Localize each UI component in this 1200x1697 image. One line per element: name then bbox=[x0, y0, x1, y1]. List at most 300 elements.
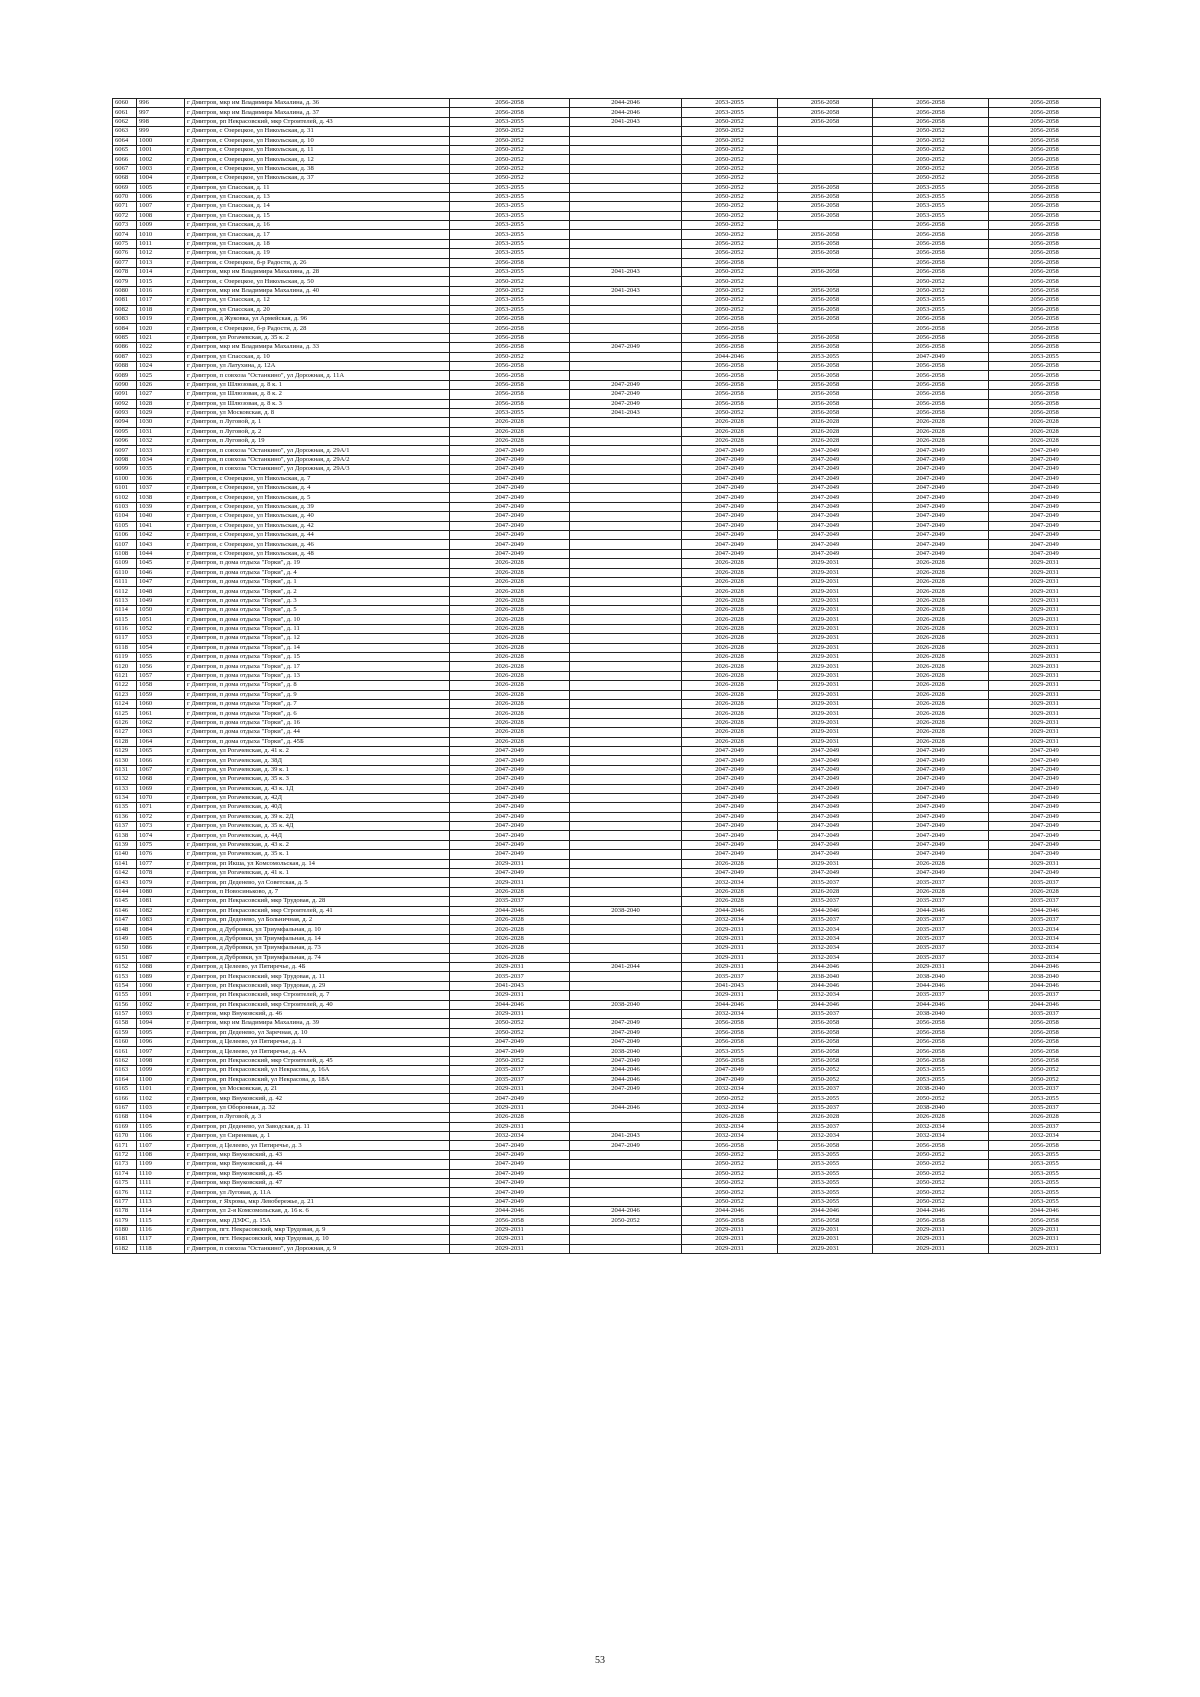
address-cell: г Дмитров, мкр Внуковский, д. 47 bbox=[185, 1178, 450, 1187]
item-number-cell: 1094 bbox=[137, 1019, 185, 1028]
period-cell: 2050-2052 bbox=[682, 174, 778, 183]
period-cell bbox=[570, 700, 682, 709]
item-number-cell: 1018 bbox=[137, 305, 185, 314]
period-cell: 2029-2031 bbox=[989, 577, 1101, 586]
period-cell: 2029-2031 bbox=[682, 944, 778, 953]
row-number-cell: 6100 bbox=[113, 474, 137, 483]
address-cell: г Дмитров, пгт. Некрасовский, мкр Трудовая, д. 9 bbox=[185, 1225, 450, 1234]
period-cell: 2047-2049 bbox=[682, 493, 778, 502]
period-cell: 2032-2034 bbox=[989, 934, 1101, 943]
row-number-cell: 6171 bbox=[113, 1141, 137, 1150]
row-number-cell: 6131 bbox=[113, 765, 137, 774]
row-number-cell: 6157 bbox=[113, 1009, 137, 1018]
period-cell: 2041-2043 bbox=[570, 286, 682, 295]
period-cell: 2044-2046 bbox=[570, 1207, 682, 1216]
period-cell: 2056-2058 bbox=[989, 127, 1101, 136]
row-number-cell: 6120 bbox=[113, 662, 137, 671]
address-cell: г Дмитров, с Озерецкое, ул Никольская, д. 48 bbox=[185, 549, 450, 558]
row-number-cell: 6127 bbox=[113, 728, 137, 737]
period-cell: 2035-2037 bbox=[450, 897, 570, 906]
period-cell bbox=[778, 324, 873, 333]
period-cell: 2026-2028 bbox=[682, 709, 778, 718]
table-row bbox=[113, 1019, 1101, 1028]
period-cell: 2035-2037 bbox=[989, 1122, 1101, 1131]
item-number-cell: 1009 bbox=[137, 221, 185, 230]
period-cell bbox=[570, 324, 682, 333]
period-cell bbox=[570, 352, 682, 361]
period-cell: 2053-2055 bbox=[778, 1197, 873, 1206]
row-number-cell: 6148 bbox=[113, 925, 137, 934]
period-cell: 2029-2031 bbox=[450, 878, 570, 887]
row-number-cell: 6173 bbox=[113, 1160, 137, 1169]
table-row bbox=[113, 634, 1101, 643]
row-number-cell: 6073 bbox=[113, 221, 137, 230]
period-cell bbox=[778, 127, 873, 136]
period-cell: 2047-2049 bbox=[450, 1197, 570, 1206]
period-cell: 2050-2052 bbox=[873, 286, 989, 295]
period-cell: 2050-2052 bbox=[682, 211, 778, 220]
address-cell: г Дмитров, ул Спасская, д. 19 bbox=[185, 249, 450, 258]
period-cell: 2056-2052 bbox=[682, 239, 778, 248]
address-cell: г Дмитров, ул Спасская, д. 17 bbox=[185, 230, 450, 239]
period-cell: 2029-2031 bbox=[989, 681, 1101, 690]
address-cell: г Дмитров, ул Рогачевская, д. 39 к. 2Д bbox=[185, 812, 450, 821]
address-cell: г Дмитров, мкр ДЗФС, д. 15А bbox=[185, 1216, 450, 1225]
period-cell: 2056-2058 bbox=[989, 333, 1101, 342]
period-cell: 2026-2028 bbox=[682, 596, 778, 605]
period-cell: 2047-2049 bbox=[989, 549, 1101, 558]
period-cell: 2050-2052 bbox=[873, 1150, 989, 1159]
table-row bbox=[113, 99, 1101, 108]
table-row bbox=[113, 803, 1101, 812]
period-cell: 2026-2028 bbox=[450, 700, 570, 709]
period-cell: 2047-2049 bbox=[989, 474, 1101, 483]
table-row bbox=[113, 108, 1101, 117]
period-cell: 2050-2052 bbox=[450, 1019, 570, 1028]
period-cell: 2026-2028 bbox=[873, 568, 989, 577]
period-cell: 2026-2028 bbox=[873, 718, 989, 727]
row-number-cell: 6081 bbox=[113, 296, 137, 305]
period-cell: 2056-2058 bbox=[778, 305, 873, 314]
table-row bbox=[113, 1028, 1101, 1037]
table-row bbox=[113, 296, 1101, 305]
address-cell: г Дмитров, с Озерецкое, ул Никольская, д. 5 bbox=[185, 493, 450, 502]
period-cell: 2047-2049 bbox=[778, 850, 873, 859]
period-cell: 2032-2034 bbox=[989, 953, 1101, 962]
period-cell: 2026-2028 bbox=[873, 643, 989, 652]
table-row bbox=[113, 530, 1101, 539]
table-row bbox=[113, 577, 1101, 586]
period-cell bbox=[570, 925, 682, 934]
period-cell bbox=[570, 437, 682, 446]
period-cell: 2056-2058 bbox=[989, 211, 1101, 220]
row-number-cell: 6094 bbox=[113, 418, 137, 427]
address-cell: г Дмитров, д Целеево, ул Пятиречье, д. 4А bbox=[185, 1047, 450, 1056]
period-cell: 2056-2058 bbox=[989, 408, 1101, 417]
period-cell: 2047-2049 bbox=[989, 765, 1101, 774]
period-cell: 2047-2049 bbox=[450, 831, 570, 840]
period-cell: 2056-2058 bbox=[989, 1047, 1101, 1056]
address-cell: г Дмитров, п дома отдыха "Горки", д. 11 bbox=[185, 624, 450, 633]
period-cell: 2044-2046 bbox=[873, 906, 989, 915]
period-cell: 2047-2049 bbox=[450, 869, 570, 878]
item-number-cell: 1058 bbox=[137, 681, 185, 690]
period-cell: 2035-2037 bbox=[778, 897, 873, 906]
table-row bbox=[113, 746, 1101, 755]
row-number-cell: 6121 bbox=[113, 671, 137, 680]
row-number-cell: 6068 bbox=[113, 174, 137, 183]
period-cell bbox=[778, 155, 873, 164]
period-cell: 2047-2049 bbox=[450, 840, 570, 849]
period-cell: 2047-2049 bbox=[682, 803, 778, 812]
period-cell: 2056-2058 bbox=[450, 333, 570, 342]
address-cell: г Дмитров, п Луговой, д. 2 bbox=[185, 427, 450, 436]
table-row bbox=[113, 136, 1101, 145]
period-cell: 2035-2037 bbox=[873, 991, 989, 1000]
period-cell: 2047-2049 bbox=[450, 803, 570, 812]
address-cell: г Дмитров, д Целеево, ул Пятиречье, д. 3 bbox=[185, 1141, 450, 1150]
period-cell: 2056-2058 bbox=[989, 390, 1101, 399]
row-number-cell: 6076 bbox=[113, 249, 137, 258]
period-cell: 2053-2055 bbox=[450, 296, 570, 305]
item-number-cell: 1116 bbox=[137, 1225, 185, 1234]
period-cell bbox=[570, 803, 682, 812]
period-cell bbox=[570, 239, 682, 248]
period-cell bbox=[570, 915, 682, 924]
period-cell: 2056-2058 bbox=[682, 1038, 778, 1047]
row-number-cell: 6176 bbox=[113, 1188, 137, 1197]
period-cell: 2047-2049 bbox=[989, 840, 1101, 849]
period-cell: 2056-2058 bbox=[682, 1216, 778, 1225]
address-cell: г Дмитров, с Озерецкое, ул Никольская, д. 46 bbox=[185, 540, 450, 549]
address-cell: г Дмитров, рп Некрасовский, мкр Строителей, д. 40 bbox=[185, 1000, 450, 1009]
address-cell: г Дмитров, п дома отдыха "Горки", д. 17 bbox=[185, 662, 450, 671]
item-number-cell: 1100 bbox=[137, 1075, 185, 1084]
period-cell: 2050-2052 bbox=[778, 1066, 873, 1075]
period-cell: 2047-2049 bbox=[989, 493, 1101, 502]
period-cell: 2047-2049 bbox=[450, 1188, 570, 1197]
period-cell: 2056-2058 bbox=[778, 399, 873, 408]
row-number-cell: 6141 bbox=[113, 859, 137, 868]
item-number-cell: 1107 bbox=[137, 1141, 185, 1150]
item-number-cell: 996 bbox=[137, 99, 185, 108]
address-cell: г Дмитров, рп Некрасовский, мкр Трудовая, д. 28 bbox=[185, 897, 450, 906]
table-row bbox=[113, 662, 1101, 671]
period-cell: 2026-2028 bbox=[450, 925, 570, 934]
period-cell: 2053-2055 bbox=[450, 183, 570, 192]
item-number-cell: 1029 bbox=[137, 408, 185, 417]
row-number-cell: 6150 bbox=[113, 944, 137, 953]
row-number-cell: 6146 bbox=[113, 906, 137, 915]
period-cell: 2047-2049 bbox=[778, 455, 873, 464]
period-cell: 2056-2058 bbox=[873, 333, 989, 342]
period-cell: 2056-2058 bbox=[989, 1216, 1101, 1225]
period-cell: 2029-2031 bbox=[682, 953, 778, 962]
period-cell bbox=[570, 709, 682, 718]
row-number-cell: 6061 bbox=[113, 108, 137, 117]
period-cell: 2047-2049 bbox=[873, 831, 989, 840]
period-cell: 2047-2049 bbox=[778, 840, 873, 849]
address-cell: г Дмитров, мкр им Владимира Махалина, д. 39 bbox=[185, 1019, 450, 1028]
period-cell bbox=[778, 136, 873, 145]
period-cell: 2047-2049 bbox=[570, 1085, 682, 1094]
period-cell: 2056-2058 bbox=[873, 1019, 989, 1028]
item-number-cell: 1071 bbox=[137, 803, 185, 812]
row-number-cell: 6119 bbox=[113, 653, 137, 662]
period-cell: 2056-2058 bbox=[450, 108, 570, 117]
item-number-cell: 1055 bbox=[137, 653, 185, 662]
period-cell: 2056-2058 bbox=[778, 390, 873, 399]
page-number: 53 bbox=[595, 1655, 605, 1666]
period-cell: 2032-2034 bbox=[450, 1131, 570, 1140]
period-cell: 2035-2037 bbox=[682, 972, 778, 981]
item-number-cell: 1052 bbox=[137, 624, 185, 633]
period-cell: 2032-2034 bbox=[778, 953, 873, 962]
address-cell: г Дмитров, мкр Внуковский, д. 42 bbox=[185, 1094, 450, 1103]
row-number-cell: 6154 bbox=[113, 981, 137, 990]
period-cell: 2050-2052 bbox=[989, 1075, 1101, 1084]
table-row bbox=[113, 953, 1101, 962]
period-cell: 2047-2049 bbox=[450, 822, 570, 831]
period-cell: 2056-2058 bbox=[778, 192, 873, 201]
period-cell: 2053-2055 bbox=[873, 183, 989, 192]
period-cell: 2044-2046 bbox=[570, 108, 682, 117]
period-cell: 2026-2028 bbox=[682, 718, 778, 727]
address-cell: г Дмитров, п Новосиньково, д. 7 bbox=[185, 887, 450, 896]
table-row bbox=[113, 756, 1101, 765]
address-cell: г Дмитров, п Луговой, д. 1 bbox=[185, 418, 450, 427]
period-cell: 2056-2058 bbox=[778, 1028, 873, 1037]
period-cell bbox=[570, 530, 682, 539]
period-cell: 2044-2046 bbox=[989, 1207, 1101, 1216]
address-cell: г Дмитров, ул Спасская, д. 10 bbox=[185, 352, 450, 361]
address-cell: г Дмитров, ул Московская, д. 21 bbox=[185, 1085, 450, 1094]
row-number-cell: 6153 bbox=[113, 972, 137, 981]
period-cell: 2047-2049 bbox=[570, 390, 682, 399]
period-cell bbox=[570, 662, 682, 671]
item-number-cell: 1083 bbox=[137, 915, 185, 924]
address-cell: г Дмитров, ул Шлюзовая, д. 8 к. 2 bbox=[185, 390, 450, 399]
period-cell: 2047-2049 bbox=[570, 1038, 682, 1047]
period-cell: 2026-2028 bbox=[682, 624, 778, 633]
period-cell: 2050-2052 bbox=[873, 1197, 989, 1206]
item-number-cell: 1010 bbox=[137, 230, 185, 239]
item-number-cell: 1073 bbox=[137, 822, 185, 831]
period-cell: 2056-2058 bbox=[873, 1038, 989, 1047]
period-cell: 2026-2028 bbox=[682, 662, 778, 671]
period-cell: 2050-2052 bbox=[682, 145, 778, 154]
table-row bbox=[113, 793, 1101, 802]
row-number-cell: 6170 bbox=[113, 1131, 137, 1140]
period-cell: 2026-2028 bbox=[873, 728, 989, 737]
period-cell bbox=[570, 737, 682, 746]
period-cell: 2047-2049 bbox=[450, 493, 570, 502]
period-cell: 2026-2028 bbox=[682, 897, 778, 906]
row-number-cell: 6178 bbox=[113, 1207, 137, 1216]
period-cell: 2026-2028 bbox=[682, 653, 778, 662]
address-cell: г Дмитров, с Озерецкое, ул Никольская, д. 44 bbox=[185, 530, 450, 539]
item-number-cell: 1034 bbox=[137, 455, 185, 464]
item-number-cell: 1114 bbox=[137, 1207, 185, 1216]
row-number-cell: 6126 bbox=[113, 718, 137, 727]
item-number-cell: 1087 bbox=[137, 953, 185, 962]
period-cell: 2026-2028 bbox=[873, 653, 989, 662]
address-cell: г Дмитров, рп Деденево, ул Заречная, д. 10 bbox=[185, 1028, 450, 1037]
period-cell: 2056-2058 bbox=[989, 380, 1101, 389]
table-row bbox=[113, 1244, 1101, 1253]
period-cell: 2044-2046 bbox=[989, 1000, 1101, 1009]
period-cell: 2056-2058 bbox=[450, 324, 570, 333]
item-number-cell: 1091 bbox=[137, 991, 185, 1000]
period-cell: 2041-2043 bbox=[570, 117, 682, 126]
row-number-cell: 6084 bbox=[113, 324, 137, 333]
item-number-cell: 1036 bbox=[137, 474, 185, 483]
table-row bbox=[113, 737, 1101, 746]
period-cell: 2029-2031 bbox=[682, 1235, 778, 1244]
row-number-cell: 6079 bbox=[113, 277, 137, 286]
period-cell: 2041-2044 bbox=[570, 962, 682, 971]
period-cell: 2056-2058 bbox=[450, 380, 570, 389]
period-cell: 2056-2058 bbox=[989, 174, 1101, 183]
period-cell: 2053-2055 bbox=[450, 408, 570, 417]
period-cell bbox=[570, 1094, 682, 1103]
period-cell: 2056-2058 bbox=[989, 1019, 1101, 1028]
period-cell: 2026-2028 bbox=[873, 437, 989, 446]
period-cell: 2029-2031 bbox=[778, 681, 873, 690]
period-cell: 2056-2058 bbox=[682, 324, 778, 333]
period-cell: 2050-2052 bbox=[682, 1197, 778, 1206]
period-cell: 2047-2049 bbox=[778, 746, 873, 755]
period-cell bbox=[570, 127, 682, 136]
row-number-cell: 6077 bbox=[113, 258, 137, 267]
period-cell: 2029-2031 bbox=[450, 1225, 570, 1234]
period-cell bbox=[570, 944, 682, 953]
period-cell: 2050-2052 bbox=[682, 230, 778, 239]
item-number-cell: 1054 bbox=[137, 643, 185, 652]
period-cell: 2047-2049 bbox=[989, 502, 1101, 511]
table-row bbox=[113, 1178, 1101, 1187]
period-cell: 2053-2055 bbox=[989, 1150, 1101, 1159]
period-cell: 2026-2028 bbox=[682, 681, 778, 690]
period-cell: 2026-2028 bbox=[989, 437, 1101, 446]
period-cell: 2029-2031 bbox=[450, 859, 570, 868]
item-number-cell: 1064 bbox=[137, 737, 185, 746]
period-cell: 2056-2058 bbox=[682, 258, 778, 267]
period-cell bbox=[570, 512, 682, 521]
table-row bbox=[113, 361, 1101, 370]
period-cell: 2047-2049 bbox=[873, 502, 989, 511]
item-number-cell: 1080 bbox=[137, 887, 185, 896]
item-number-cell: 1076 bbox=[137, 850, 185, 859]
period-cell: 2026-2028 bbox=[873, 681, 989, 690]
item-number-cell: 1040 bbox=[137, 512, 185, 521]
period-cell: 2050-2052 bbox=[873, 127, 989, 136]
item-number-cell: 1077 bbox=[137, 859, 185, 868]
table-row bbox=[113, 822, 1101, 831]
period-cell: 2050-2052 bbox=[873, 1169, 989, 1178]
address-cell: г Дмитров, ул Спасская, д. 14 bbox=[185, 202, 450, 211]
period-cell: 2032-2034 bbox=[778, 1131, 873, 1140]
period-cell: 2035-2037 bbox=[450, 972, 570, 981]
period-cell: 2047-2049 bbox=[570, 399, 682, 408]
item-number-cell: 1033 bbox=[137, 446, 185, 455]
address-cell: г Дмитров, мкр Внуковский, д. 44 bbox=[185, 1160, 450, 1169]
period-cell: 2029-2031 bbox=[450, 962, 570, 971]
period-cell: 2050-2052 bbox=[873, 164, 989, 173]
period-cell: 2056-2058 bbox=[682, 1019, 778, 1028]
period-cell: 2047-2049 bbox=[873, 530, 989, 539]
table-row bbox=[113, 831, 1101, 840]
period-cell: 2044-2046 bbox=[873, 1000, 989, 1009]
period-cell bbox=[570, 1009, 682, 1018]
period-cell: 2044-2046 bbox=[873, 1207, 989, 1216]
period-cell: 2032-2034 bbox=[989, 1131, 1101, 1140]
item-number-cell: 1098 bbox=[137, 1056, 185, 1065]
period-cell: 2029-2031 bbox=[873, 962, 989, 971]
period-cell: 2047-2049 bbox=[989, 850, 1101, 859]
table-row bbox=[113, 944, 1101, 953]
period-cell: 2047-2049 bbox=[989, 869, 1101, 878]
period-cell: 2029-2031 bbox=[778, 653, 873, 662]
period-cell bbox=[570, 474, 682, 483]
table-row bbox=[113, 277, 1101, 286]
address-cell: г Дмитров, ул 2-я Комсомольская, д. 16 к. 6 bbox=[185, 1207, 450, 1216]
item-number-cell: 1016 bbox=[137, 286, 185, 295]
period-cell: 2050-2052 bbox=[682, 1169, 778, 1178]
period-cell: 2047-2049 bbox=[778, 446, 873, 455]
period-cell: 2053-2055 bbox=[873, 1066, 989, 1075]
item-number-cell: 1096 bbox=[137, 1038, 185, 1047]
item-number-cell: 1066 bbox=[137, 756, 185, 765]
period-cell: 2038-2040 bbox=[778, 972, 873, 981]
period-cell bbox=[778, 277, 873, 286]
period-cell: 2050-2052 bbox=[682, 117, 778, 126]
item-number-cell: 1089 bbox=[137, 972, 185, 981]
period-cell: 2026-2028 bbox=[682, 859, 778, 868]
period-cell: 2026-2028 bbox=[450, 915, 570, 924]
period-cell: 2056-2058 bbox=[989, 258, 1101, 267]
item-number-cell: 1059 bbox=[137, 690, 185, 699]
period-cell: 2029-2031 bbox=[989, 568, 1101, 577]
item-number-cell: 1062 bbox=[137, 718, 185, 727]
table-row bbox=[113, 1207, 1101, 1216]
row-number-cell: 6102 bbox=[113, 493, 137, 502]
period-cell: 2044-2046 bbox=[989, 906, 1101, 915]
item-number-cell: 1061 bbox=[137, 709, 185, 718]
table-row bbox=[113, 981, 1101, 990]
address-cell: г Дмитров, мкр им Владимира Махалина, д. 40 bbox=[185, 286, 450, 295]
period-cell: 2029-2031 bbox=[778, 709, 873, 718]
period-cell: 2026-2028 bbox=[450, 427, 570, 436]
period-cell: 2047-2049 bbox=[682, 549, 778, 558]
address-cell: г Дмитров, пгт. Некрасовский, мкр Трудовая, д. 10 bbox=[185, 1235, 450, 1244]
period-cell: 2056-2058 bbox=[989, 183, 1101, 192]
period-cell: 2044-2046 bbox=[778, 962, 873, 971]
period-cell: 2056-2058 bbox=[778, 408, 873, 417]
address-cell: г Дмитров, п дома отдыха "Горки", д. 2 bbox=[185, 587, 450, 596]
period-cell: 2050-2052 bbox=[873, 277, 989, 286]
table-row bbox=[113, 587, 1101, 596]
period-cell: 2047-2049 bbox=[450, 1169, 570, 1178]
row-number-cell: 6175 bbox=[113, 1178, 137, 1187]
table-row bbox=[113, 408, 1101, 417]
period-cell bbox=[778, 145, 873, 154]
period-cell bbox=[570, 221, 682, 230]
address-cell: г Дмитров, рп Деденево, ул Советская, д. 5 bbox=[185, 878, 450, 887]
period-cell bbox=[778, 164, 873, 173]
address-cell: г Дмитров, п дома отдыха "Горки", д. 8 bbox=[185, 681, 450, 690]
period-cell: 2050-2052 bbox=[450, 155, 570, 164]
